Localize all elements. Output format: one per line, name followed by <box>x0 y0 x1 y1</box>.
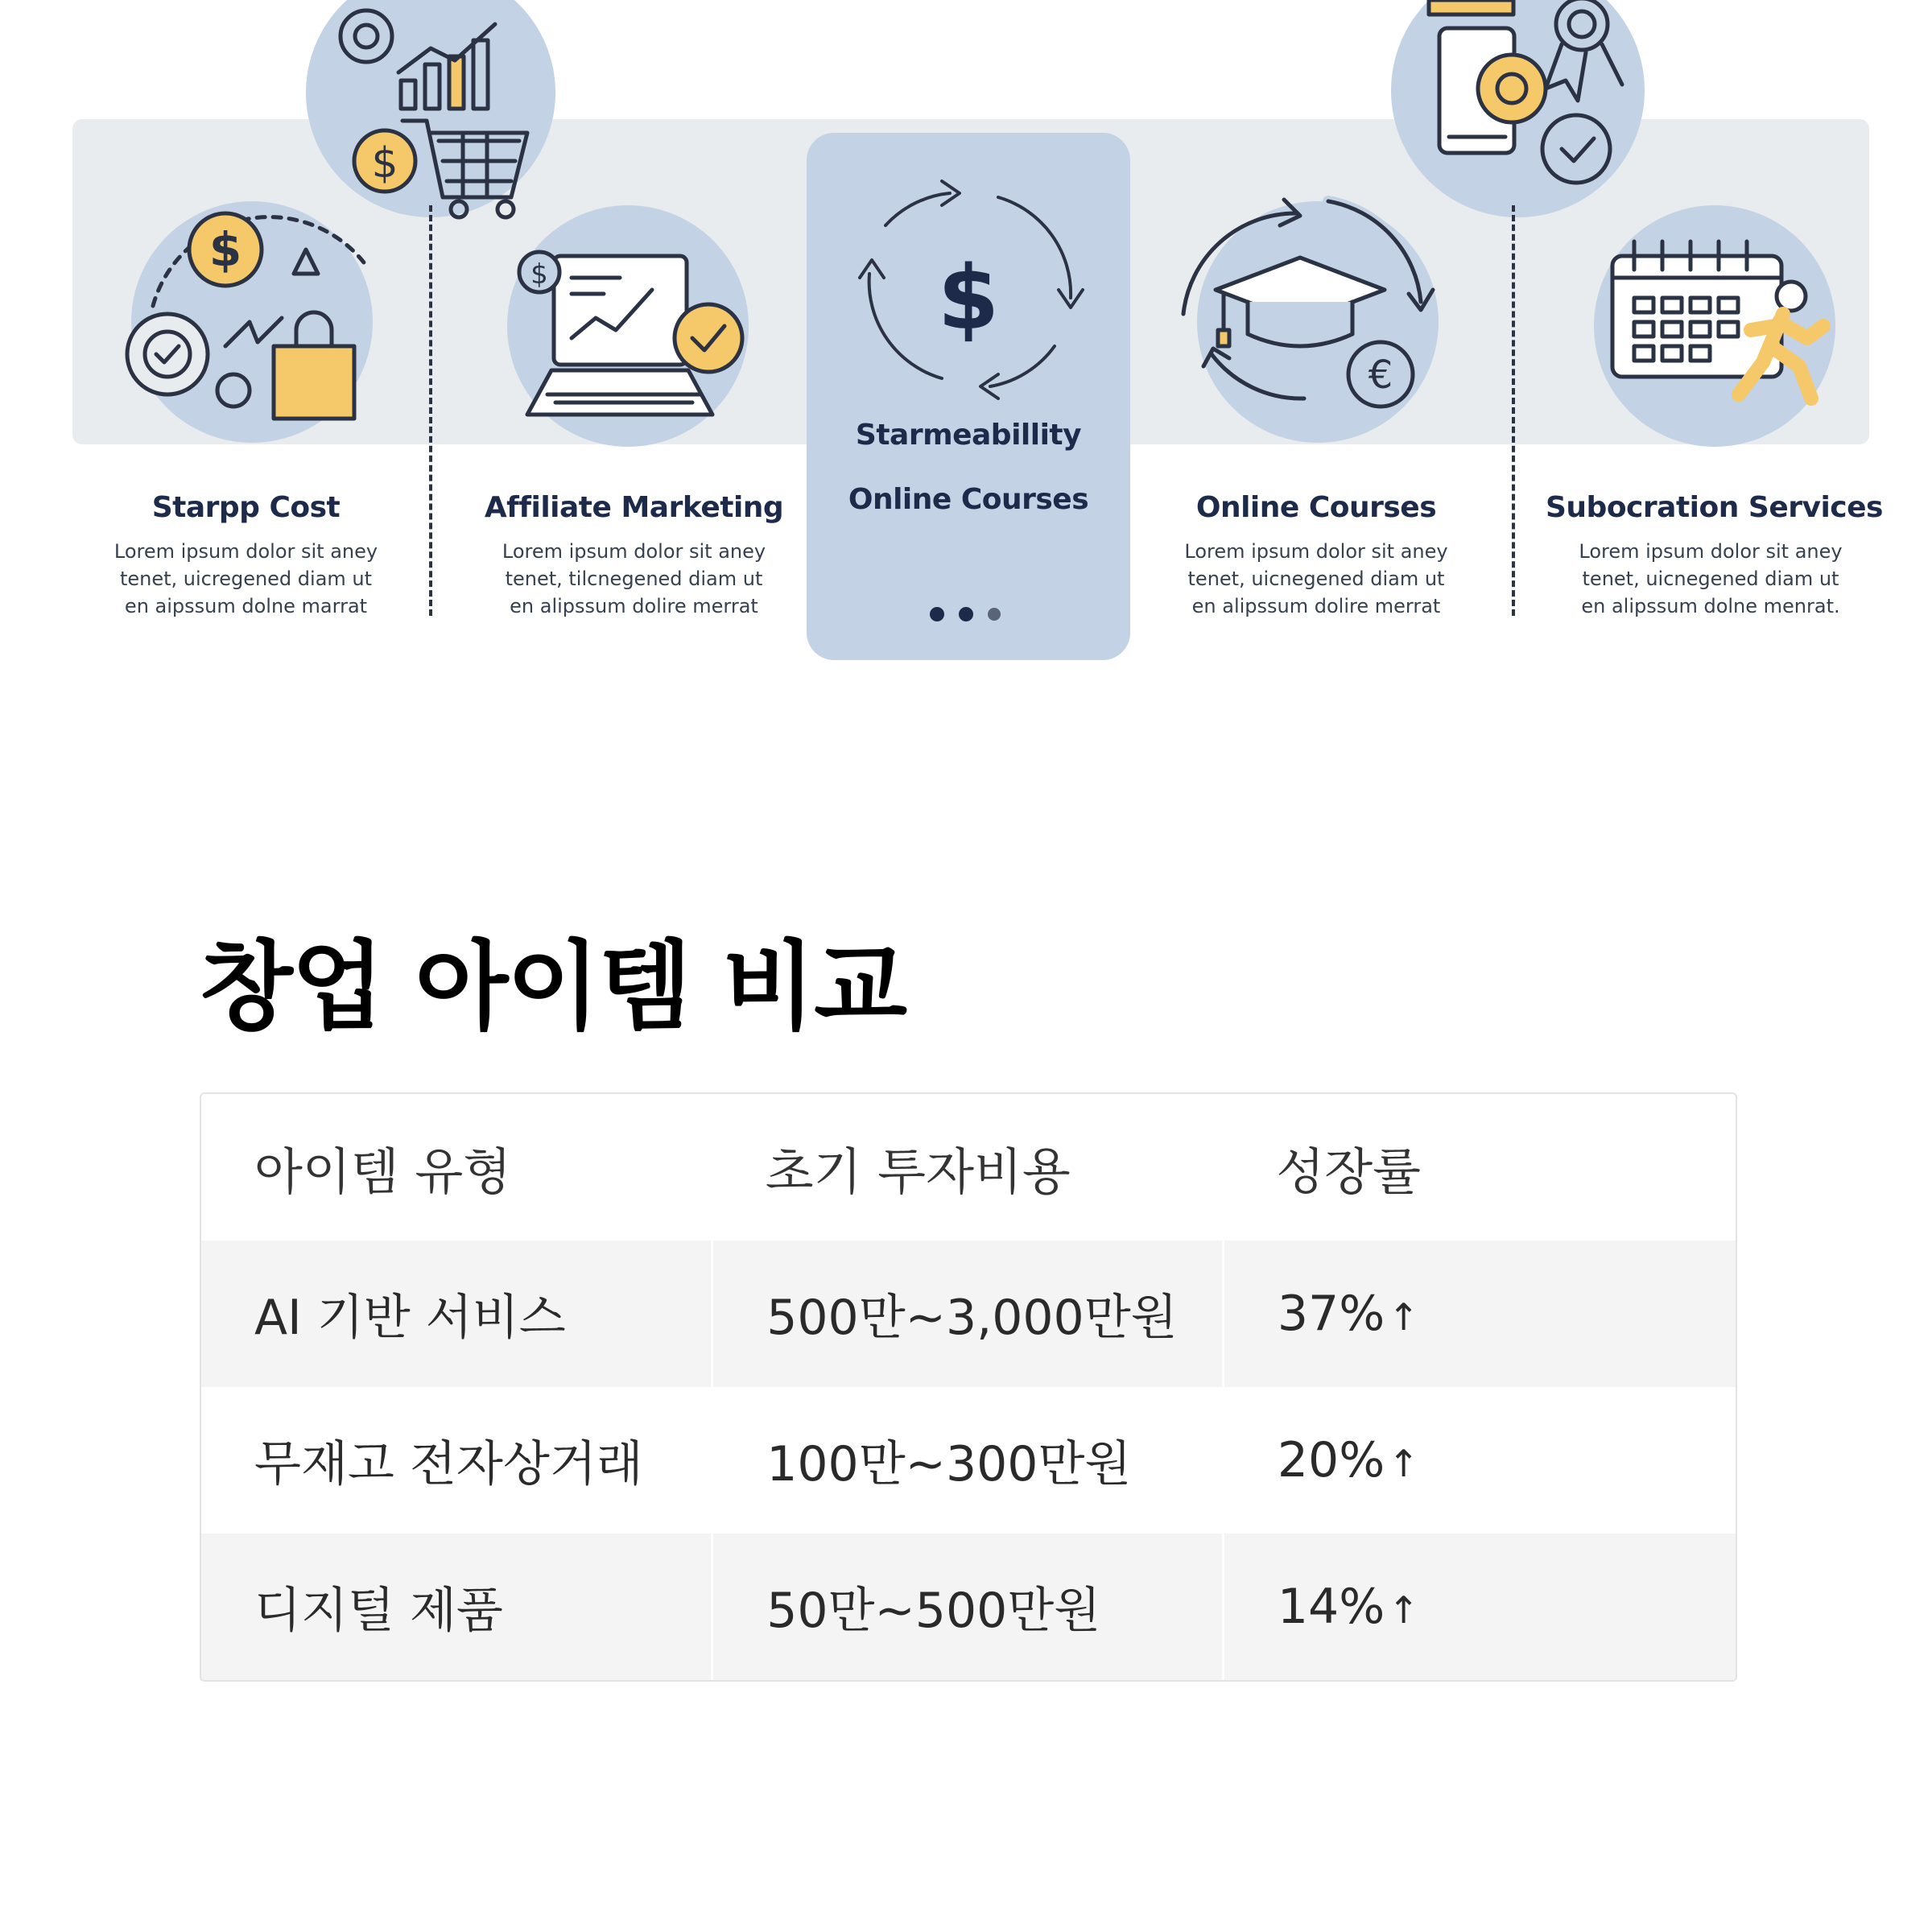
svg-text:$: $ <box>937 246 1000 349</box>
column-title: Starpp Cost <box>151 491 341 524</box>
center-card-title: Starmeabillity <box>855 419 1082 452</box>
cell-initial-cost: 100만~300만원 <box>712 1387 1224 1534</box>
growth-value: 14% <box>1277 1579 1385 1635</box>
column-description: Lorem ipsum dolor sit aney tenet, tilcnegened diam ut en alipssum dolire merrat <box>502 540 766 617</box>
pagination-dots[interactable] <box>930 607 1001 621</box>
cell-item-type: AI 기반 서비스 <box>201 1241 712 1387</box>
cell-growth-rate <box>1223 1534 1736 1680</box>
dollar-cycle-icon <box>860 181 1083 398</box>
phone-gear-icon <box>1429 0 1622 183</box>
divider-dashed <box>1512 205 1515 616</box>
table-row <box>201 1387 1736 1534</box>
column-description: Lorem ipsum dolor sit aney tenet, uicnegened diam ut en alipssum dolire merrat <box>1184 540 1448 617</box>
svg-text:$: $ <box>371 139 398 188</box>
svg-text:€: € <box>1368 353 1393 398</box>
pagination-dot[interactable] <box>930 607 944 621</box>
shopping-cart-chart-icon <box>341 10 527 217</box>
cell-item-type: 디지털 제품 <box>201 1534 712 1680</box>
svg-text:$: $ <box>208 222 242 277</box>
infographic-banner <box>0 0 1932 668</box>
table-row <box>201 1241 1736 1387</box>
graduation-cap-icon <box>1183 200 1433 407</box>
cell-initial-cost: 50만~500만원 <box>712 1534 1224 1680</box>
column-description: Lorem ipsum dolor sit aney tenet, uicregened diam ut en aipssum dolne marrat <box>114 540 378 617</box>
svg-text:$: $ <box>530 258 548 291</box>
arrow-up-icon: ↑ <box>1388 1588 1419 1632</box>
cell-growth-rate <box>1223 1387 1736 1534</box>
calendar-runner-icon <box>1612 242 1823 398</box>
table-row <box>201 1534 1736 1680</box>
pagination-dot[interactable] <box>959 607 973 621</box>
center-card-subtitle: Online Courses <box>848 483 1089 516</box>
column-title: Affiliate Marketing <box>484 491 784 524</box>
header-growth-rate: 성장률 <box>1276 1141 1422 1201</box>
laptop-chart-icon <box>519 252 742 415</box>
comparison-table <box>200 1092 1737 1682</box>
arrow-up-icon: ↑ <box>1388 1295 1419 1339</box>
column-title: Subocration Services <box>1546 491 1883 524</box>
section-title: 창업 아이템 비교 <box>200 931 906 1043</box>
money-growth-icon <box>127 213 366 419</box>
cell-initial-cost: 500만~3,000만원 <box>712 1241 1224 1387</box>
table-header-row <box>201 1094 1736 1241</box>
divider-dashed <box>429 205 432 616</box>
header-item-type: 아이템 유형 <box>254 1141 512 1201</box>
pagination-dot[interactable] <box>988 608 1001 621</box>
header-initial-cost: 초기 투자비용 <box>765 1141 1071 1201</box>
arrow-up-icon: ↑ <box>1388 1442 1419 1485</box>
growth-value: 20% <box>1277 1432 1385 1488</box>
column-title: Online Courses <box>1195 491 1437 524</box>
cell-growth-rate <box>1223 1241 1736 1387</box>
growth-value: 37% <box>1277 1286 1385 1342</box>
cell-item-type: 무재고 전자상거래 <box>254 1436 643 1492</box>
column-description: Lorem ipsum dolor sit aney tenet, uicnegened diam ut en alipssum dolne menrat. <box>1579 540 1843 617</box>
